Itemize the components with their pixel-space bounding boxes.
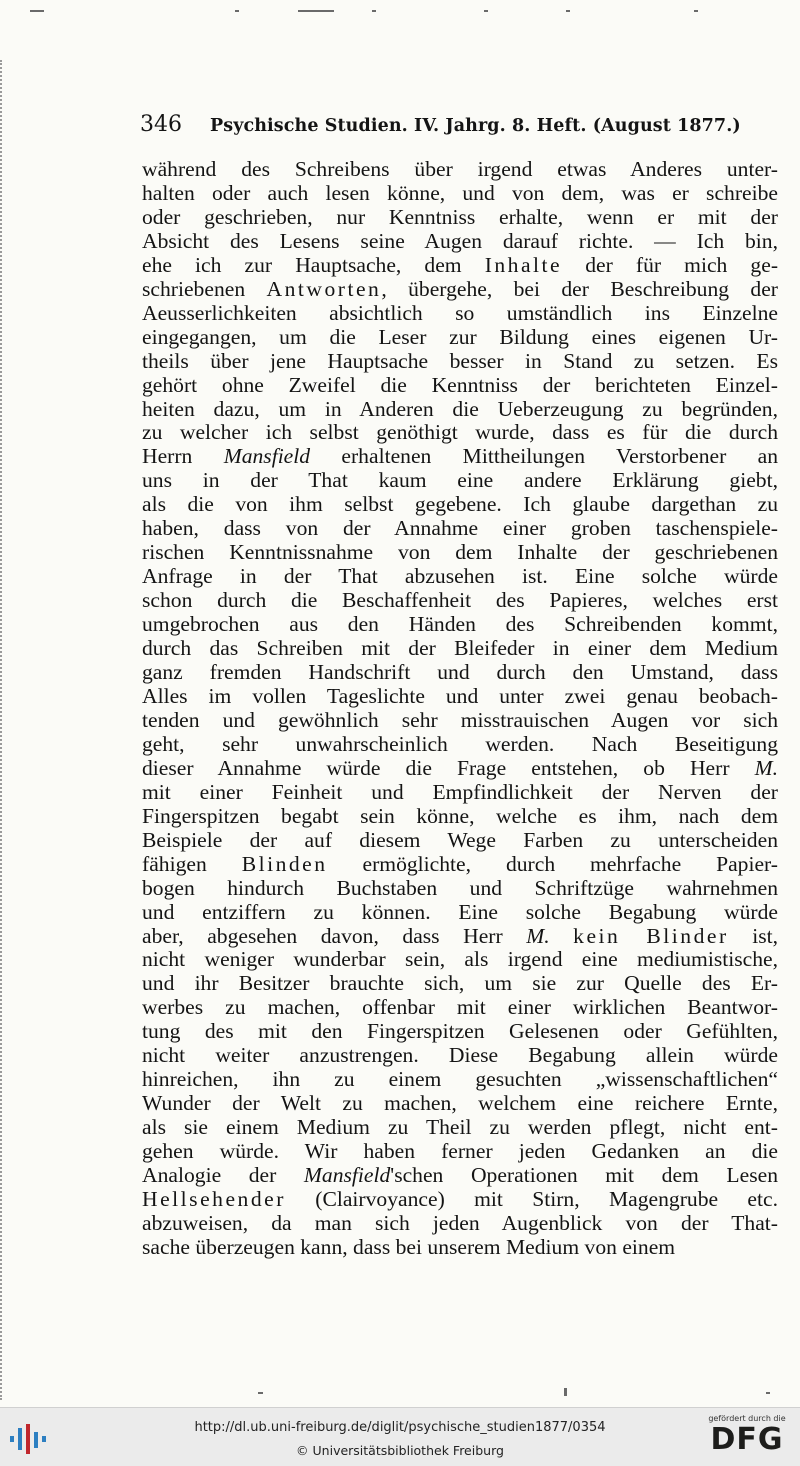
dfg-logo-text: DFG: [710, 1422, 784, 1457]
text-line: [142, 877, 778, 901]
text-line: [142, 996, 778, 1020]
text-line: [142, 709, 778, 733]
text-line: [142, 1236, 778, 1260]
text-line: [142, 925, 778, 949]
text-line: [142, 1116, 778, 1140]
line-text: umgebrochen aus den Händen des Schreibenden kommt,: [142, 612, 778, 637]
text-line: [142, 757, 778, 781]
line-text: ist,: [728, 923, 779, 948]
footer-url[interactable]: http://dl.ub.uni-freiburg.de/diglit/psychische_studien1877/0354: [194, 1420, 606, 1435]
line-text: nicht weniger wunderbar sein, als irgend eine mediumistische,: [142, 947, 778, 972]
line-text: Anfrage in der That abzusehen ist. Eine solche würde: [142, 564, 778, 589]
text-line: [142, 637, 778, 661]
line-text: abzuweisen, da man sich jeden Augenblick von der That-: [142, 1210, 778, 1235]
text-line: [142, 278, 778, 302]
italic-name: M.: [526, 923, 550, 948]
text-line: [142, 733, 778, 757]
line-text: als die von ihm selbst gegebene. Ich glaube dargethan zu: [142, 492, 778, 517]
line-text: bogen hindurch Buchstaben und Schriftzüge wahrnehmen: [142, 875, 778, 900]
line-text: nicht weiter anzustrengen. Diese Begabung allein würde: [142, 1043, 778, 1068]
line-text: gehört ohne Zweifel die Kenntniss der berichteten Einzel-: [142, 372, 778, 397]
line-text: tenden und gewöhnlich sehr misstrauischen Augen vor sich: [142, 707, 778, 732]
scan-specks-top: [0, 6, 800, 18]
italic-name: Mansfield: [223, 444, 311, 469]
line-text: eingegangen, um die Leser zur Bildung eines eigenen Ur-: [142, 324, 778, 349]
text-line: [142, 158, 778, 182]
running-head: Psychische Studien. IV. Jahrg. 8. Heft. (August 1877.): [210, 116, 741, 136]
line-text: durch das Schreiben mit der Bleifeder in einer dem Medium: [142, 636, 778, 661]
text-line: [142, 1164, 778, 1188]
footer-copyright: © Universitätsbibliothek Freiburg: [296, 1443, 504, 1458]
spaced-emphasis: Inhalte: [484, 252, 563, 277]
body-text: [142, 158, 778, 1260]
text-line: [142, 326, 778, 350]
line-text: schriebenen: [142, 276, 267, 301]
text-line: [142, 350, 778, 374]
text-line: [142, 972, 778, 996]
text-line: [142, 901, 778, 925]
line-text: und ihr Besitzer brauchte sich, um sie zur Quelle des Er-: [142, 971, 778, 996]
text-line: [142, 445, 778, 469]
line-text: dieser Annahme würde die Frage entstehen, ob Herr: [142, 755, 755, 780]
italic-name: M.: [754, 755, 778, 780]
line-text: ermöglichte, durch mehrfache Papier-: [327, 851, 778, 876]
italic-name: Mansfield: [303, 1163, 391, 1188]
line-text: Wunder der Welt zu machen, welchem eine reichere Ernte,: [142, 1091, 778, 1116]
line-text: rischen Kenntnissnahme von dem Inhalte der geschriebenen: [142, 540, 778, 565]
line-text: aber, abgesehen davon, dass Herr: [142, 923, 527, 948]
line-text: werbes zu machen, offenbar mit einer wirklichen Beantwor-: [142, 995, 778, 1020]
text-line: [142, 302, 778, 326]
text-line: [142, 1044, 778, 1068]
line-text: fähigen: [142, 851, 242, 876]
text-line: [142, 661, 778, 685]
text-line: [142, 421, 778, 445]
line-text: mit einer Feinheit und Empfindlichkeit der Nerven der: [142, 779, 778, 804]
line-text: theils über jene Hauptsache besser in Stand zu setzen. Es: [142, 348, 778, 373]
text-line: [142, 781, 778, 805]
line-text: Alles im vollen Tageslichte und unter zwei genau beobach-: [142, 683, 778, 708]
spaced-emphasis: Antworten: [266, 276, 382, 301]
text-line: [142, 1068, 778, 1092]
text-line: [142, 1092, 778, 1116]
spaced-emphasis: Hellsehender: [142, 1186, 286, 1211]
line-text: ehe ich zur Hauptsache, dem: [142, 252, 485, 277]
text-line: [142, 374, 778, 398]
text-line: [142, 853, 778, 877]
text-line: [142, 589, 778, 613]
line-text: und entziffern zu können. Eine solche Begabung würde: [142, 899, 778, 924]
line-text: Herrn: [142, 444, 224, 469]
text-line: [142, 206, 778, 230]
scan-edge-marks: [0, 60, 12, 1400]
line-text: der für mich ge-: [562, 252, 779, 277]
text-line: [142, 613, 778, 637]
line-text: Aeusserlichkeiten absichtlich so umständlich ins Einzelne: [142, 300, 778, 325]
line-text: [550, 924, 574, 948]
line-text: erhaltenen Mittheilungen Verstorbener an: [310, 444, 778, 469]
text-line: [142, 948, 778, 972]
line-text: halten oder auch lesen könne, und von dem, was er schreibe: [142, 180, 778, 205]
line-text: gehen würde. Wir haben ferner jeden Gedanken an die: [142, 1139, 778, 1164]
line-text: oder geschrieben, nur Kenntniss erhalte, wenn er mit der: [142, 204, 778, 229]
line-text: (Clairvoyance) mit Stirn, Magengrube etc.: [285, 1186, 778, 1211]
line-text: tung des mit den Fingerspitzen Gelesenen oder Gefühlten,: [142, 1019, 778, 1044]
text-line: [142, 398, 778, 422]
text-line: [142, 469, 778, 493]
line-text: sache überzeugen kann, dass bei unserem Medium von einem: [142, 1234, 676, 1259]
text-line: [142, 517, 778, 541]
text-line: [142, 182, 778, 206]
page-header: [140, 112, 780, 137]
dfg-tagline: gefördert durch die: [708, 1414, 786, 1423]
text-line: [142, 829, 778, 853]
page-number: 346: [140, 112, 182, 137]
text-line: [142, 1140, 778, 1164]
spaced-emphasis: kein Blinder: [573, 923, 729, 948]
text-line: [142, 493, 778, 517]
line-text: 'schen Operationen mit dem Lesen: [390, 1163, 778, 1188]
line-text: haben, dass von der Annahme einer groben taschenspiele-: [142, 516, 778, 541]
line-text: , übergehe, bei der Beschreibung der: [381, 276, 778, 301]
text-line: [142, 1212, 778, 1236]
line-text: uns in der That kaum eine andere Erklärung giebt,: [142, 468, 778, 493]
line-text: Fingerspitzen begabt sein könne, welche es ihm, nach dem: [142, 803, 778, 828]
line-text: während des Schreibens über irgend etwas Anderes unter-: [142, 157, 778, 181]
text-line: [142, 805, 778, 829]
text-line: [142, 541, 778, 565]
text-line: [142, 1020, 778, 1044]
scan-specks-bottom: [0, 1388, 800, 1398]
line-text: als sie einem Medium zu Theil zu werden pflegt, nicht ent-: [142, 1115, 778, 1140]
dfg-logo[interactable]: [702, 1414, 792, 1462]
line-text: Analogie der: [142, 1163, 304, 1188]
line-text: heiten dazu, um in Anderen die Ueberzeugung zu begründen,: [142, 396, 778, 421]
text-line: [142, 254, 778, 278]
text-line: [142, 1188, 778, 1212]
text-line: [142, 685, 778, 709]
spaced-emphasis: Blinden: [241, 851, 328, 876]
text-line: [142, 230, 778, 254]
line-text: ganz fremden Handschrift und durch den Umstand, dass: [142, 660, 778, 685]
line-text: zu welcher ich selbst genöthigt wurde, dass es für die durch: [142, 420, 778, 445]
line-text: Absicht des Lesens seine Augen darauf richte. — Ich bin,: [142, 228, 778, 253]
line-text: hinreichen, ihn zu einem gesuchten „wissenschaftlichen“: [142, 1067, 778, 1092]
line-text: geht, sehr unwahrscheinlich werden. Nach Beseitigung: [142, 731, 778, 756]
line-text: schon durch die Beschaffenheit des Papieres, welches erst: [142, 588, 778, 613]
footer-bar: [0, 1407, 800, 1466]
line-text: Beispiele der auf diesem Wege Farben zu unterscheiden: [142, 827, 778, 852]
text-line: [142, 565, 778, 589]
